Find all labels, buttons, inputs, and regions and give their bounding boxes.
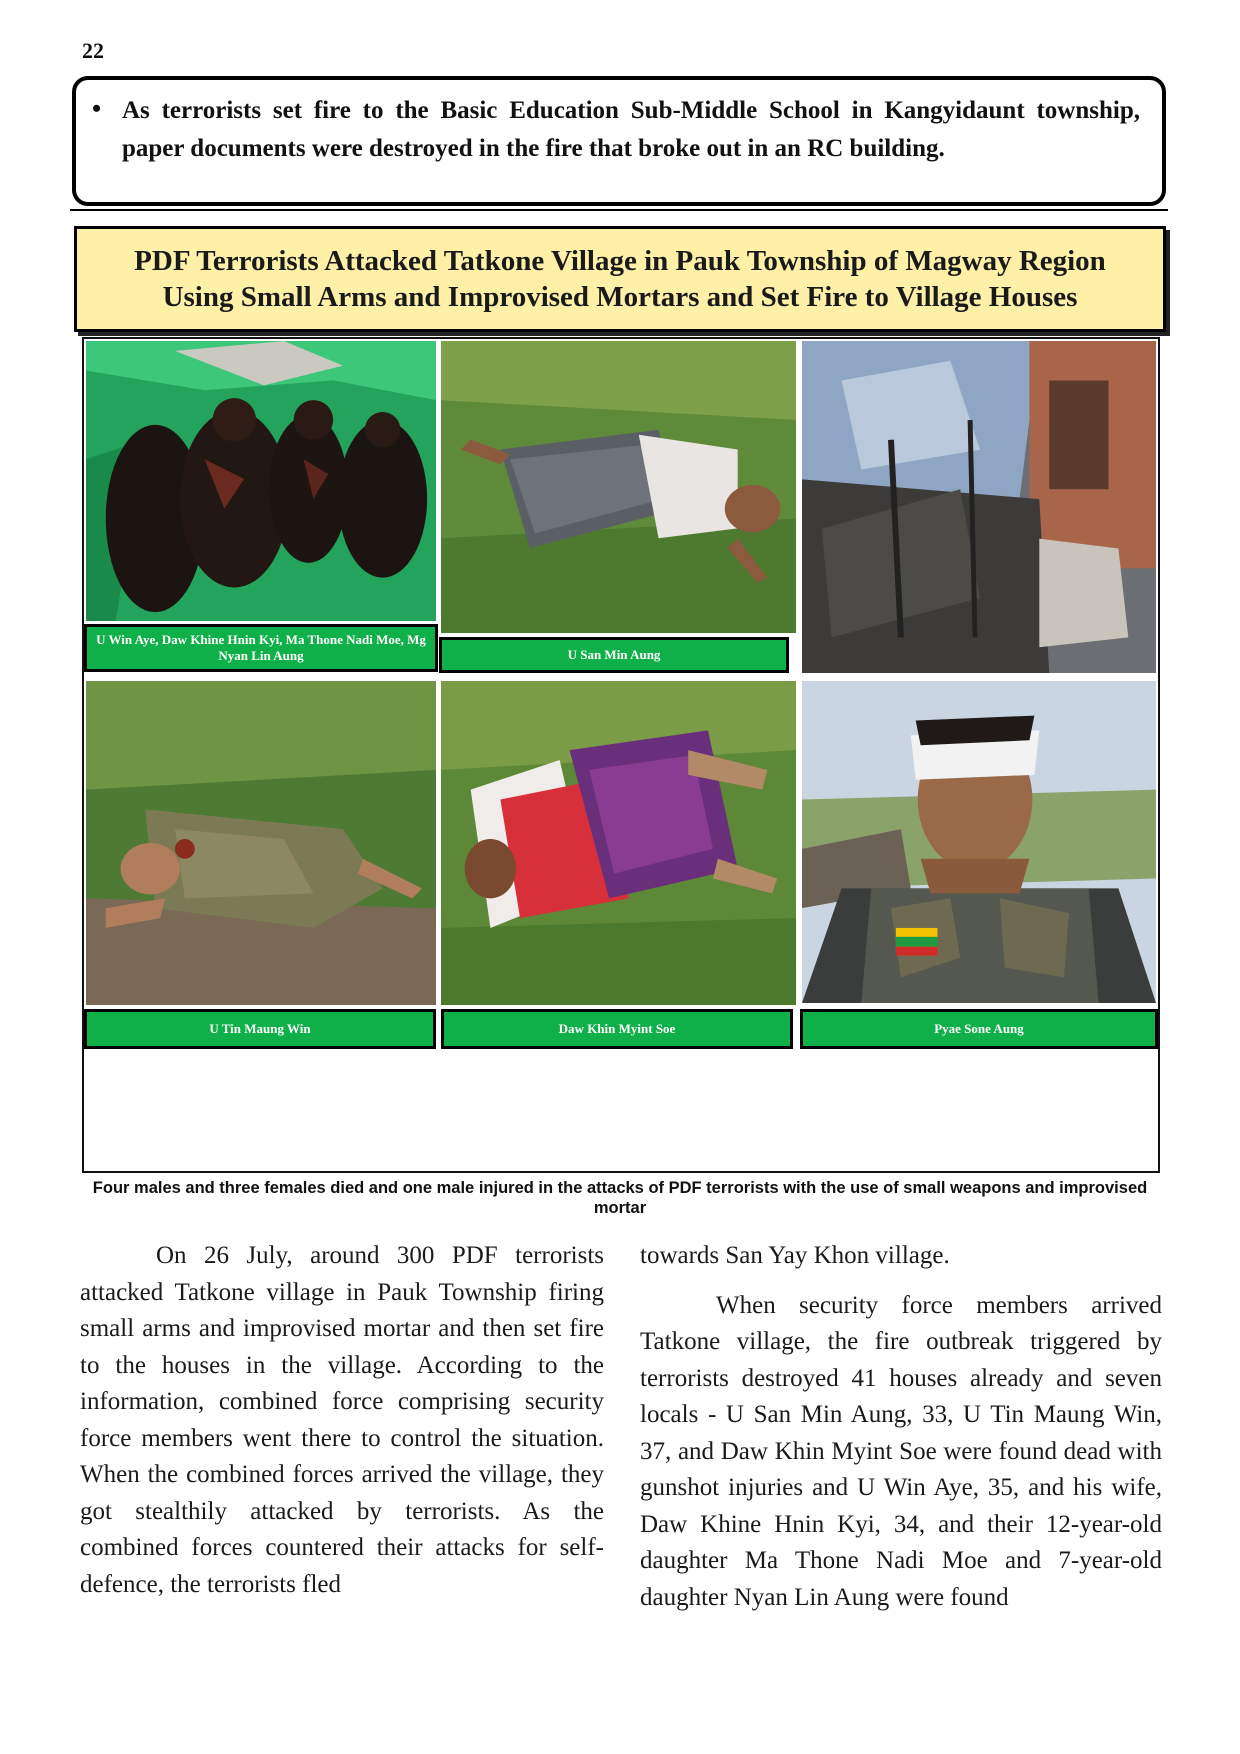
- headline-line-1: PDF Terrorists Attacked Tatkone Village in Pauk Township of Magway Region: [134, 245, 1106, 277]
- photo-label-victims-family: U Win Aye, Daw Khine Hnin Kyi, Ma Thone Nadi Moe, Mg Nyan Lin Aung: [84, 624, 438, 672]
- photo-label-pyae-sone-aung: Pyae Sone Aung: [800, 1009, 1158, 1049]
- photo-pyae-sone-aung: [800, 679, 1158, 1005]
- article-column-left: [80, 1238, 604, 1603]
- bullet-point-icon: •: [92, 94, 102, 123]
- article-column-right: [640, 1238, 1162, 1616]
- photo-burned-house: [800, 339, 1158, 675]
- bullet-note-box: [72, 76, 1166, 206]
- photo-label-daw-khin-myint-soe: Daw Khin Myint Soe: [441, 1009, 793, 1049]
- article-paragraph-1: On 26 July, around 300 PDF terrorists attacked Tatkone village in Pauk Township firing small arms and improvised mortar and then set fire to the houses in the village. According to the information, combined force comprising security force members went there to control the situation. When the combined forces arrived the village, they got stealthily attacked by terrorists. As the combined forces countered their attacks for self-defence, the terrorists fled: [80, 1242, 604, 1598]
- article-paragraph-1-continued: towards San Yay Khon village.: [640, 1242, 950, 1269]
- photo-burned-victims: [84, 339, 438, 623]
- bullet-note-text: As terrorists set fire to the Basic Education Sub-Middle School in Kangyidaunt township, paper documents were destroyed in the fire that broke out in an RC building.: [122, 97, 1140, 162]
- photo-grid: [82, 337, 1160, 1173]
- page-number: 22: [82, 38, 104, 63]
- article-headline: [74, 226, 1166, 332]
- photo-u-tin-maung-win: [84, 679, 438, 1007]
- photo-label-u-tin-maung-win: U Tin Maung Win: [84, 1009, 436, 1049]
- photo-u-san-min-aung: [439, 339, 798, 635]
- headline-line-2: Using Small Arms and Improvised Mortars and Set Fire to Village Houses: [162, 281, 1078, 313]
- article-paragraph-2: When security force members arrived Tatkone village, the fire outbreak triggered by terrorists destroyed 41 houses already and seven locals - U San Min Aung, 33, U Tin Maung Win, 37, and Daw Khin Myint Soe were found dead with gunshot injuries and U Win Aye, 35, and his wife, Daw Khine Hnin Kyi, 34, and their 12-year-old daughter Ma Thone Nadi Moe and 7-year-old daughter Nyan Lin Aung were found: [640, 1291, 1162, 1611]
- photo-caption: Four males and three females died and one male injured in the attacks of PDF terrorists with the use of small weapons and improvised mortar: [92, 1179, 1148, 1217]
- photo-label-u-san-min-aung: U San Min Aung: [439, 637, 789, 673]
- photo-daw-khin-myint-soe: [439, 679, 798, 1007]
